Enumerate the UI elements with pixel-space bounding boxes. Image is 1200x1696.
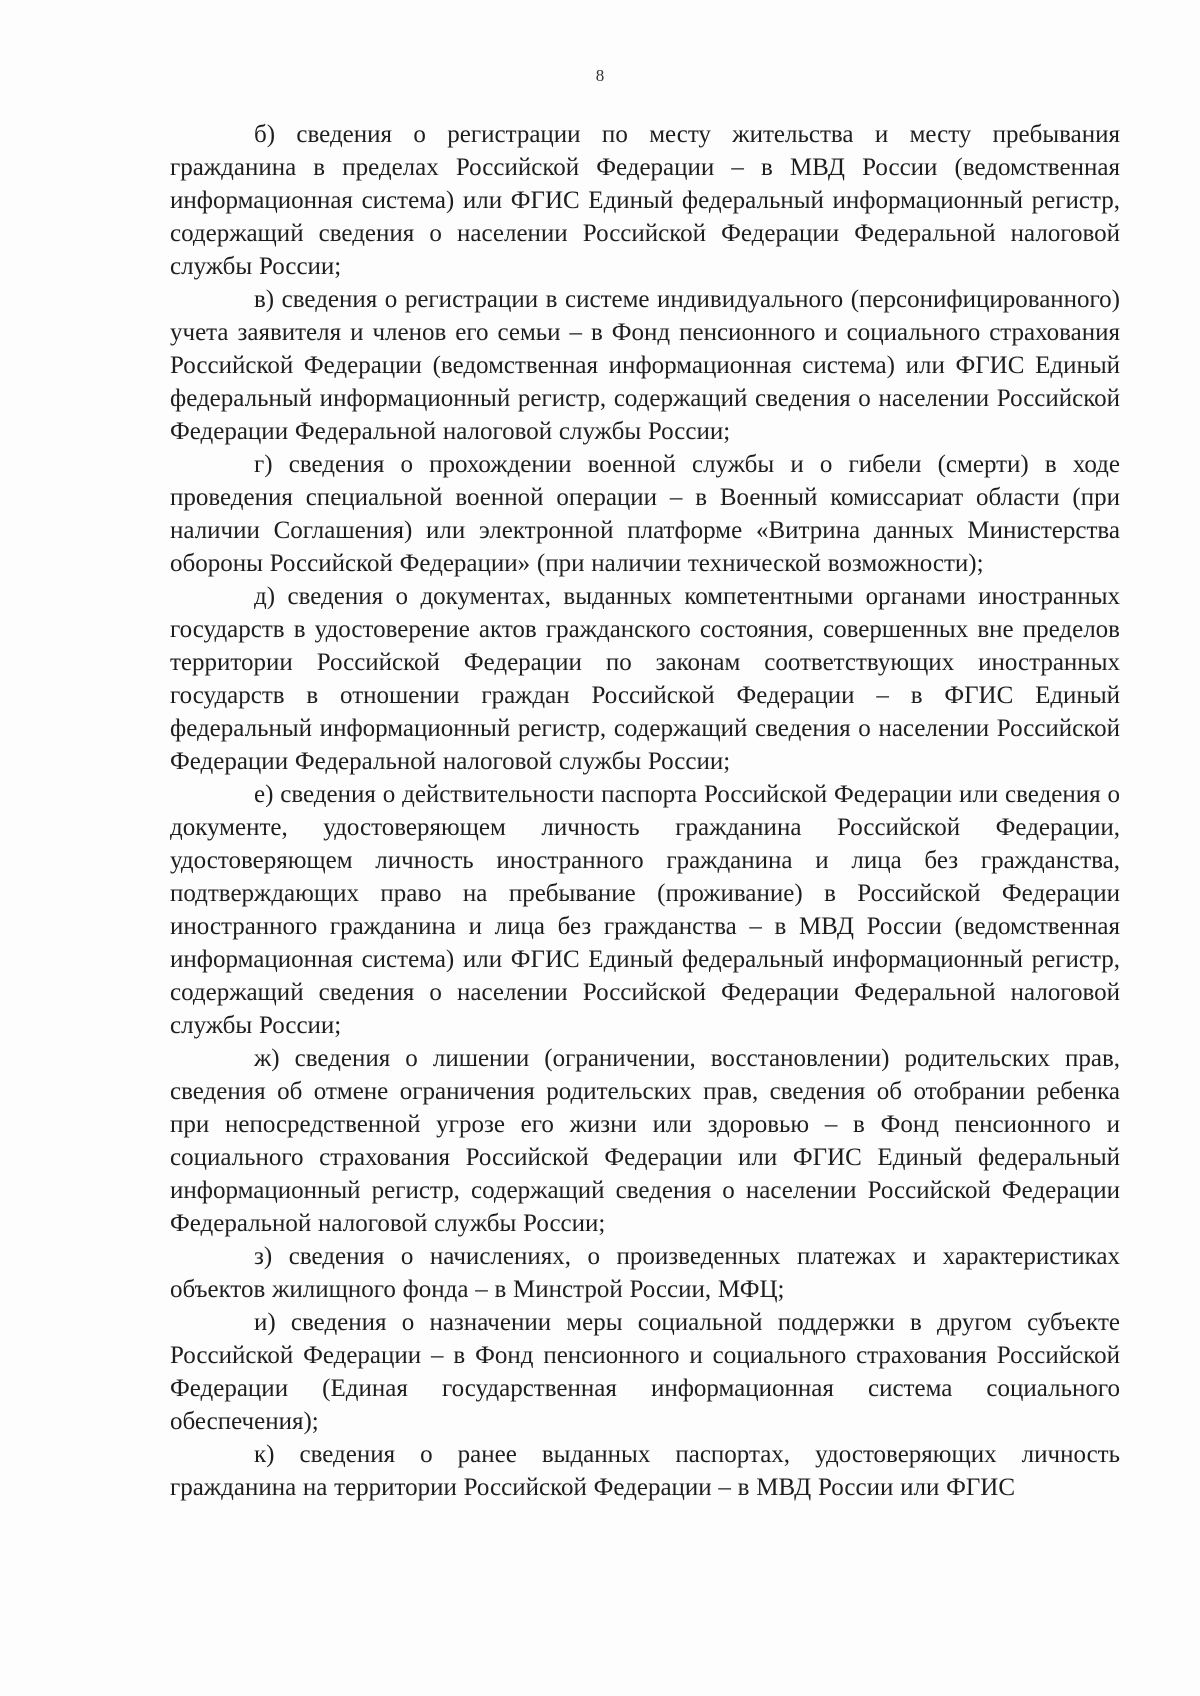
paragraph-k: к) сведения о ранее выданных паспортах, удостоверяющих личность гражданина на территории Российской Федерации – в МВД России или ФГИС bbox=[170, 1441, 1120, 1501]
paragraph-g: г) сведения о прохождении военной службы и о гибели (смерти) в ходе проведения специальной военной операции – в Военный комиссариат области (при наличии Соглашения) или электронной платформе «Витрина данных Министерства обороны Российской Федерации» (при наличии технической возможности); bbox=[170, 451, 1120, 577]
paragraph-b: б) сведения о регистрации по месту жительства и месту пребывания гражданина в пределах Российской Федерации – в МВД России (ведомственная информационная система) или ФГИС Единый федеральный информационный регистр, содержащий сведения о населении Российской Федерации Федеральной налоговой службы России; bbox=[170, 121, 1120, 280]
paragraph-z: з) сведения о начислениях, о произведенных платежах и характеристиках объектов жилищного фонда – в Минстрой России, МФЦ; bbox=[170, 1243, 1120, 1303]
page-number: 8 bbox=[595, 66, 605, 85]
paragraph-zh: ж) сведения о лишении (ограничении, восстановлении) родительских прав, сведения об отмене ограничения родительских прав, сведения об отобрании ребенка при непосредственной угрозе его жизни или здоровью – в Фонд пенсионного и социального страхования Российской Федерации или ФГИС Единый федеральный информационный регистр, содержащий сведения о населении Российской Федерации Федеральной налоговой службы России; bbox=[170, 1045, 1120, 1237]
document-body bbox=[170, 118, 1120, 1504]
paragraph-i: и) сведения о назначении меры социальной поддержки в другом субъекте Российской Федерации – в Фонд пенсионного и социального страхования Российской Федерации (Единая государственная информационная система социального обеспечения); bbox=[170, 1309, 1120, 1435]
paragraph-e: е) сведения о действительности паспорта Российской Федерации или сведения о документе, удостоверяющем личность гражданина Российской Федерации, удостоверяющем личность иностранного гражданина и лица без гражданства, подтверждающих право на пребывание (проживание) в Российской Федерации иностранного гражданина и лица без гражданства – в МВД России (ведомственная информационная система) или ФГИС Единый федеральный информационный регистр, содержащий сведения о населении Российской Федерации Федеральной налоговой службы России; bbox=[170, 781, 1120, 1039]
paragraph-v: в) сведения о регистрации в системе индивидуального (персонифицированного) учета заявителя и членов его семьи – в Фонд пенсионного и социального страхования Российской Федерации (ведомственная информационная система) или ФГИС Единый федеральный информационный регистр, содержащий сведения о населении Российской Федерации Федеральной налоговой службы России; bbox=[170, 286, 1120, 445]
paragraph-d: д) сведения о документах, выданных компетентными органами иностранных государств в удостоверение актов гражданского состояния, совершенных вне пределов территории Российской Федерации по законам соответствующих иностранных государств в отношении граждан Российской Федерации – в ФГИС Единый федеральный информационный регистр, содержащий сведения о населении Российской Федерации Федеральной налоговой службы России; bbox=[170, 583, 1120, 775]
